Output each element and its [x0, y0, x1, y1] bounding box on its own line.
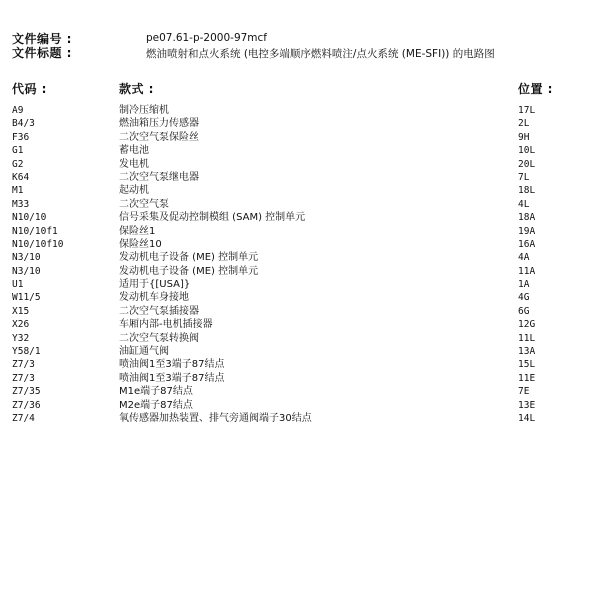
component-code: N10/10: [12, 212, 47, 224]
table-row: [0, 305, 602, 318]
component-position: 20L: [518, 158, 536, 170]
component-name: 喷油阀1至3端子87结点: [119, 359, 225, 371]
component-code: U1: [12, 279, 24, 291]
component-position: 16A: [518, 238, 536, 250]
component-name: 二次空气泵插接器: [119, 305, 199, 317]
component-name: M2e端子87结点: [119, 399, 193, 411]
component-name: 制冷压缩机: [119, 105, 169, 116]
table-row: [0, 211, 602, 224]
component-position: 4A: [518, 252, 530, 264]
table-row: [0, 265, 602, 278]
table-row: [0, 412, 602, 425]
component-position: 2L: [518, 118, 530, 130]
component-code: N3/10: [12, 265, 41, 277]
component-name: 发电机: [119, 158, 149, 170]
table-row: [0, 291, 602, 304]
component-position: 4L: [518, 198, 530, 210]
table-row: [0, 158, 602, 171]
component-code: Z7/36: [12, 399, 41, 411]
component-code: X26: [12, 319, 30, 331]
component-position: 13A: [518, 346, 536, 358]
component-code: A9: [12, 105, 24, 116]
component-code: G1: [12, 145, 24, 157]
component-position: 11A: [518, 265, 536, 277]
component-code: G2: [12, 158, 24, 170]
component-position: 17L: [518, 105, 536, 116]
component-name: 氧传感器加热装置、排气旁通阀端子30结点: [119, 412, 312, 424]
component-name: 二次空气泵转换阀: [119, 332, 199, 344]
component-name: 喷油阀1至3端子87结点: [119, 372, 225, 384]
table-row: [0, 385, 602, 398]
component-code: W11/5: [12, 292, 41, 304]
component-position: 1A: [518, 279, 530, 291]
component-name: 起动机: [119, 185, 149, 197]
component-name: 发动机车身接地: [119, 292, 189, 304]
component-name: 油缸通气阀: [119, 346, 169, 358]
table-row: [0, 358, 602, 371]
component-code: F36: [12, 131, 30, 143]
component-code: X15: [12, 305, 30, 317]
component-position: 18L: [518, 185, 536, 197]
component-code: Z7/3: [12, 359, 35, 371]
component-name: 保险丝10: [119, 238, 162, 250]
table-row: [0, 238, 602, 251]
component-code: N10/10f10: [12, 238, 64, 250]
file-number-label: 文件编号 :: [12, 32, 72, 46]
component-code: Z7/3: [12, 372, 35, 384]
table-row: [0, 144, 602, 157]
component-position: 11E: [518, 372, 536, 384]
component-position: 15L: [518, 359, 536, 371]
table-row: [0, 318, 602, 331]
component-table: [0, 104, 602, 425]
component-position: 9H: [518, 131, 530, 143]
table-row: [0, 332, 602, 345]
component-code: M33: [12, 198, 30, 210]
component-position: 12G: [518, 319, 536, 331]
component-code: N3/10: [12, 252, 41, 264]
component-code: Z7/35: [12, 386, 41, 398]
component-position: 7E: [518, 386, 530, 398]
component-name: 信号采集及促动控制模组 (SAM) 控制单元: [119, 212, 306, 224]
component-position: 14L: [518, 412, 536, 424]
table-row: [0, 104, 602, 117]
component-name: 适用于{[USA]}: [119, 279, 191, 291]
component-position: 11L: [518, 332, 536, 344]
column-header-code: 代码 :: [12, 82, 47, 96]
component-code: Y58/1: [12, 346, 41, 358]
table-row: [0, 345, 602, 358]
component-position: 18A: [518, 212, 536, 224]
table-row: [0, 184, 602, 197]
table-row: [0, 278, 602, 291]
component-position: 19A: [518, 225, 536, 237]
component-position: 10L: [518, 145, 536, 157]
table-row: [0, 171, 602, 184]
column-header-name: 款式 :: [119, 82, 154, 96]
component-name: 车厢内部-电机插接器: [119, 319, 213, 331]
component-position: 4G: [518, 292, 530, 304]
file-number-value: pe07.61-p-2000-97mcf: [146, 32, 267, 44]
component-code: Y32: [12, 332, 30, 344]
component-code: Z7/4: [12, 412, 35, 424]
table-row: [0, 399, 602, 412]
component-code: K64: [12, 171, 30, 183]
component-code: M1: [12, 185, 24, 197]
component-position: 7L: [518, 171, 530, 183]
component-position: 13E: [518, 399, 536, 411]
table-row: [0, 225, 602, 238]
table-row: [0, 372, 602, 385]
table-row: [0, 117, 602, 130]
component-name: 蓄电池: [119, 145, 149, 157]
component-name: 二次空气泵保险丝: [119, 131, 199, 143]
component-name: 保险丝1: [119, 225, 156, 237]
column-header-position: 位置 :: [518, 82, 553, 96]
component-name: 二次空气泵: [119, 198, 169, 210]
component-code: N10/10f1: [12, 225, 58, 237]
file-title-label: 文件标题 :: [12, 46, 72, 60]
component-name: M1e端子87结点: [119, 386, 193, 398]
component-name: 燃油箱压力传感器: [119, 118, 199, 130]
component-code: B4/3: [12, 118, 35, 130]
table-row: [0, 131, 602, 144]
component-position: 6G: [518, 305, 530, 317]
table-row: [0, 251, 602, 264]
component-name: 二次空气泵继电器: [119, 171, 199, 183]
component-name: 发动机电子设备 (ME) 控制单元: [119, 252, 259, 264]
table-row: [0, 198, 602, 211]
file-title-value: 燃油喷射和点火系统 (电控多端顺序燃料喷注/点火系统 (ME-SFI)) 的电路图: [146, 48, 495, 60]
component-name: 发动机电子设备 (ME) 控制单元: [119, 265, 259, 277]
